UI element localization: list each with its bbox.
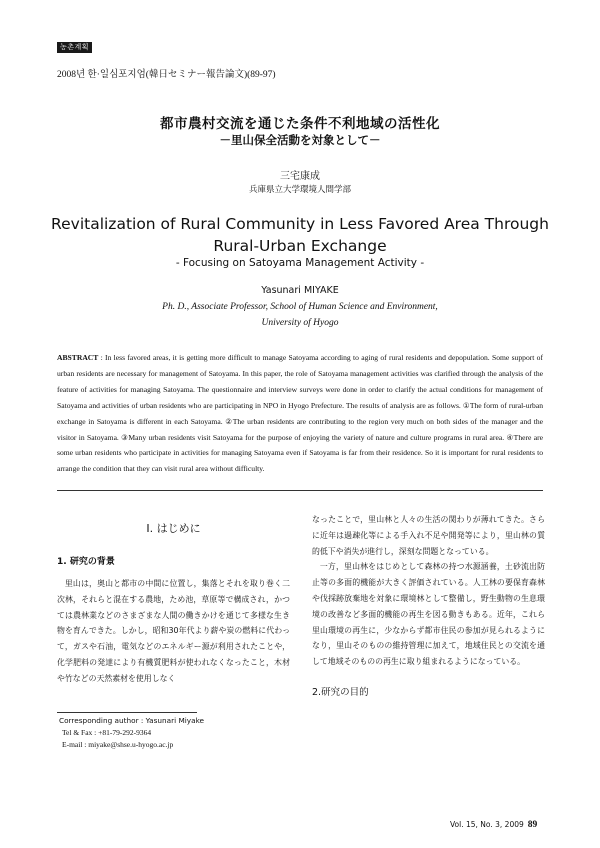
- left-body-text: [57, 576, 290, 687]
- section-heading-introduction: Ⅰ. はじめに: [146, 522, 201, 535]
- english-affiliation-line1: Ph. D., Associate Professor, School of Human Science and Environment,: [162, 302, 438, 312]
- english-author: Yasunari MIYAKE: [261, 285, 339, 296]
- japanese-subtitle: －里山保全活動を対象として－: [219, 133, 381, 147]
- abstract-label: ABSTRACT: [57, 353, 99, 362]
- english-title-line1: Revitalization of Rural Community in Less Favored Area Through: [51, 215, 549, 233]
- page-footer: [450, 820, 537, 830]
- english-title: [0, 213, 600, 257]
- paragraph: 里山は，奥山と都市の中間に位置し，集落とそれを取り巻く二次林，それらと混在する農地，ため池，草原等で構成され，かつては農林業などのさまざまな人間の働きかけを通じて多様な生き物を育んできた。しかし，昭和30年代より薪や炭の燃料に代わって，ガスや石油，電気などのエネルギー源が利用されたことや，化学肥料の発達により有機質肥料が使われなくなったこと，木材や竹などの天然素材を使用しなく: [57, 579, 290, 683]
- abstract-divider: [57, 490, 543, 491]
- contact-phone: Tel & Fax : +81-79-292-9364: [62, 728, 152, 737]
- english-title-line2: Rural-Urban Exchange: [213, 237, 387, 255]
- japanese-author: 三宅康成: [280, 171, 320, 182]
- volume-info: Vol. 15, No. 3, 2009: [450, 820, 524, 829]
- abstract-text: : In less favored areas, it is getting more difficult to manage Satoyama according to aging of rural residents and depopulation. Some support of urban residents are necessary for management of Satoyama. In this paper, the role of Satoyama management activities was clarified through the analysis of the feature of activities for managing Satoyama. The questionnaire and interview surveys were done in order to clarify the actual conditions for management of Satoyama and activities of urban residents who are participating in NPO in Hyogo Prefecture. The results of analysis are as follows. ①The form of rural-urban exchange in Satoyama is different in each Satoyama. ②The urban residents are contributing to the region very much on both sides of the manager and the visitor in Satoyama. ③Many urban residents visit Satoyama for the purpose of enjoying the variety of nature and culture programs in rural area. ④There are some urban residents who participate in activities for managing Satoyama even if Satoyama is far from their residence. So it is important for rural residents to arrange the condition that they can visit rural area without difficulty.: [57, 353, 543, 474]
- contact-email: E-mail : miyake@shse.u-hyogo.ac.jp: [62, 740, 174, 749]
- english-subtitle: - Focusing on Satoyama Management Activity -: [175, 257, 425, 269]
- right-body-text: [312, 512, 545, 670]
- corresponding-author: Corresponding author : Yasunari Miyake: [59, 716, 205, 725]
- left-column: [57, 512, 290, 687]
- paragraph: 一方，里山林をはじめとして森林の持つ水源涵養，土砂流出防止等の多面的機能が大きく評価されている。人工林の要保育森林や伐採跡放棄地を対象に環境林として整備し，野生動物の生息環境の改善など多面的機能の再生を図る動きもある。近年，これら里山環境の再生に，少なからず都市住民の参加が見られるようになり，里山そのものの維持管理に加えて，地域住民との交流を通して地域そのものの再生に取り組まれるようになっている。: [312, 562, 545, 667]
- right-column: [312, 512, 545, 698]
- journal-header: 2008년 한·일심포지엄(韓日セミナー報告論文)(89-97): [57, 70, 276, 80]
- japanese-affiliation: 兵庫県立大学環境人間学部: [248, 185, 351, 195]
- footnote-divider: [57, 712, 197, 713]
- sub-heading-purpose: 2.研究の目的: [312, 686, 369, 698]
- page-number: 89: [527, 820, 538, 830]
- journal-badge: 농촌계획: [57, 42, 92, 53]
- footnote: [59, 715, 205, 751]
- sub-heading-background: 1. 研究の背景: [57, 557, 115, 567]
- paragraph: なったことで，里山林と人々の生活の関わりが薄れてきた。さらに近年は過疎化等による手入れ不足や開発等により，里山林の質的低下や消失が進行し，深刻な問題となっている。: [312, 515, 545, 556]
- english-affiliation-line2: University of Hyogo: [261, 318, 339, 328]
- japanese-title: 都市農村交流を通じた条件不利地域の活性化: [160, 116, 440, 132]
- abstract: [57, 350, 543, 477]
